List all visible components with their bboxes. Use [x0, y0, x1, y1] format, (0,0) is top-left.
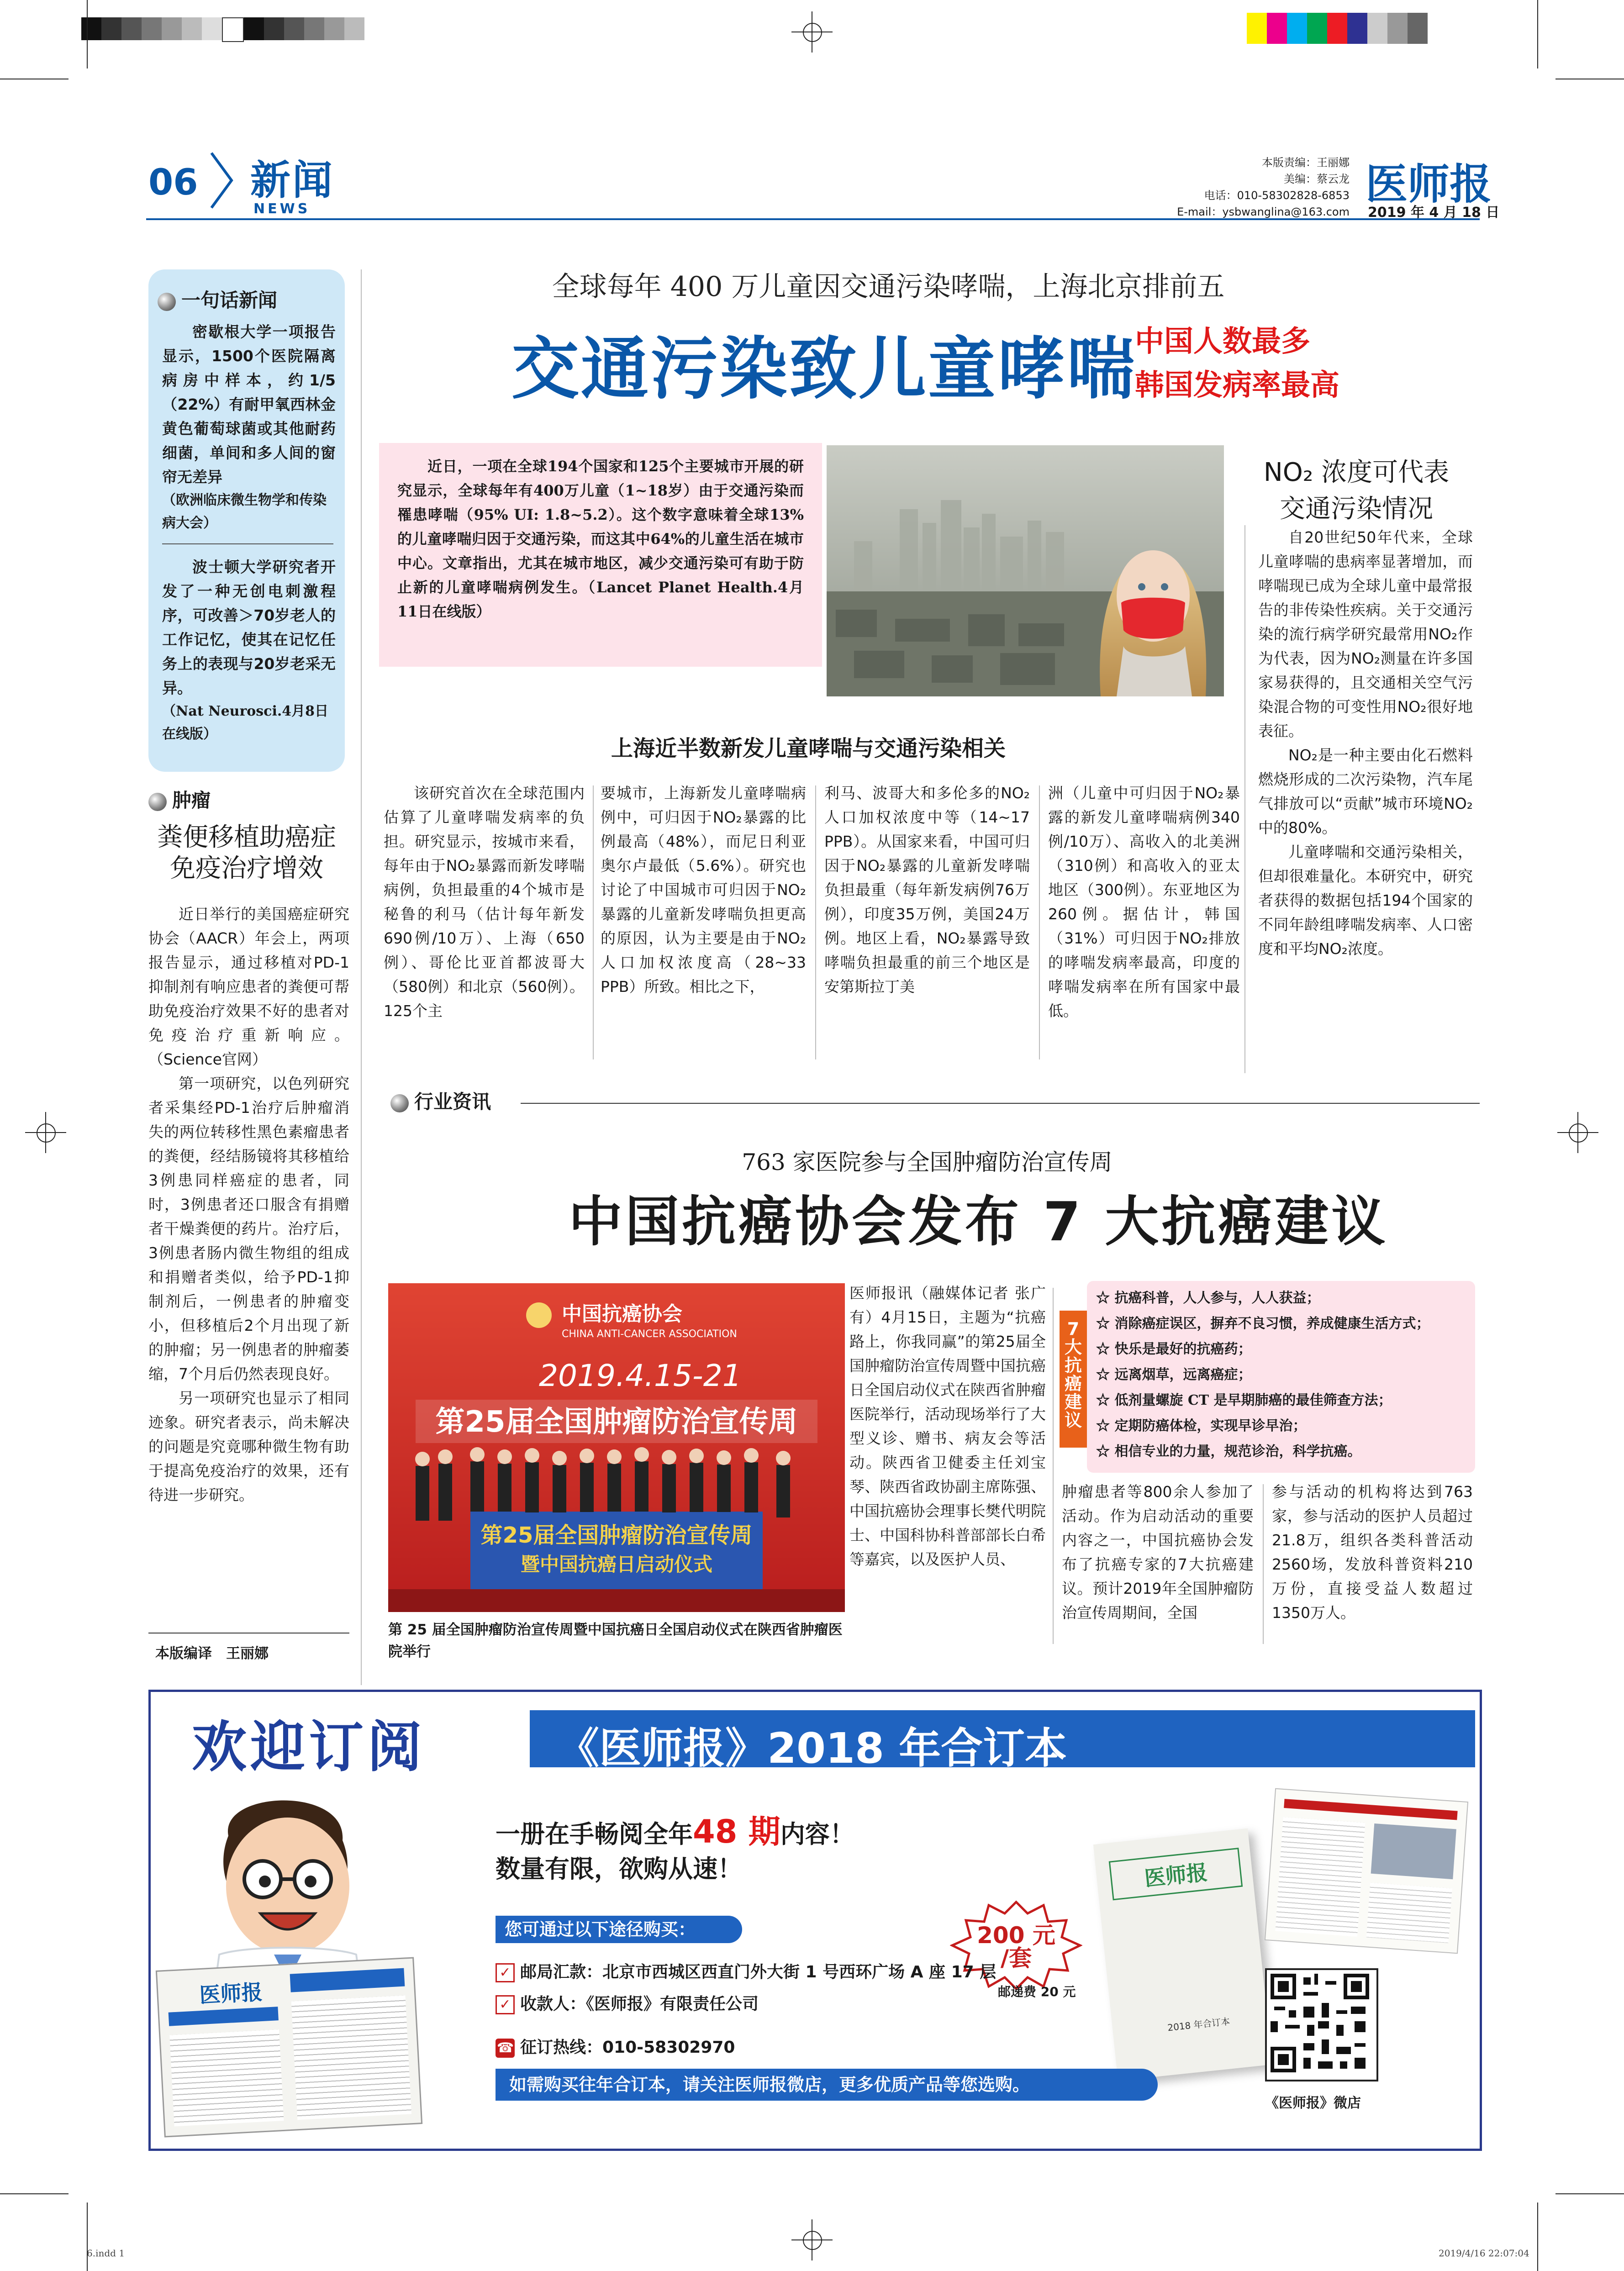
section-title: 新闻 [250, 157, 335, 204]
registration-bar-black [81, 17, 364, 40]
credit-editor: 本版责编：王丽娜 [1262, 156, 1350, 169]
brief-news-item-1 [162, 320, 336, 535]
anti-cancer-advice-box [1087, 1281, 1475, 1473]
price-value: 200 元 [977, 1922, 1055, 1949]
mail-order-row [496, 1959, 996, 1982]
column-divider [1263, 1484, 1264, 1644]
no2-sidebar-title-line2: 交通污染情况 [1280, 494, 1433, 524]
photo-caption: 第 25 届全国肿瘤防治宣传周暨中国抗癌日全国启动仪式在陕西省肿瘤医院举行 [388, 1622, 843, 1660]
hotline-text: 征订热线：010-58302970 [520, 2038, 735, 2057]
story1-kicker: 全球每年 400 万儿童因交通污染哮喘，上海北京排前五 [552, 271, 1225, 303]
story1-abstract: 近日，一项在全球194个国家和125个主要城市开展的研究显示，全球每年有400万儿童（1~18岁）由于交通污染而罹患哮喘（95% UI: 1.8~5.2）。这个数字意味着全球13%的儿童哮喘归因于交通污染，而这其中64%的儿童生活在城市中心。文章指出，尤其在城市地区，减少交通污染可有助于防止新的儿童哮喘病例发生。（Lancet Planet Health.4月11日在线版） [397, 458, 804, 620]
page-credits [1162, 154, 1350, 220]
mini-paper-headline-bar [290, 1968, 405, 1992]
advice-item: ☆ 定期防癌体检，实现早诊早治； [1096, 1418, 1307, 1434]
story1-column-3: 利马、波哥大和多伦多的NO₂人口加权浓度中等（14~17 PPB）。从国家来看，中国可归因于NO₂暴露的儿童新发哮喘负担最重（每年新发病例76万例），印度35万例，美国24万例。地区上看，NO₂暴露导致哮喘负担最重的前三个地区是安第斯拉丁美 [824, 784, 1030, 996]
credit-phone: 电话：010-58302828-6853 [1204, 189, 1350, 202]
crop-mark [87, 0, 88, 68]
crop-mark [0, 2193, 69, 2194]
tumor-section-heading [148, 785, 211, 813]
tumor-story-title [148, 822, 345, 884]
bullet-icon [148, 793, 167, 811]
story2-kicker: 763 家医院参与全国肿瘤防治宣传周 [742, 1149, 1113, 1175]
sample-page-photo [1371, 1823, 1456, 1879]
crop-crosshair-left [25, 1112, 66, 1153]
payee-row [496, 1991, 759, 2014]
ad-offer-line-1 [496, 1806, 854, 1852]
tumor-section-label: 肿瘤 [172, 789, 211, 811]
story1-headline: 交通污染致儿童哮喘 [511, 330, 1136, 408]
story1-subhead: 上海近半数新发儿童哮喘与交通污染相关 [611, 736, 1006, 761]
column-divider [1053, 1288, 1054, 1644]
qr-label: 《医师报》微店 [1265, 2095, 1361, 2111]
tumor-story-paragraph-2: 第一项研究，以色列研究者采集经PD-1治疗后肿瘤消失的两位转移性黑色素瘤患者的粪便，经结肠镜将其移植给3例患同样癌症的患者，同时，3例患者还口服含有捐赠者干燥粪便的药片。治疗后，3例患者肠内微生物组的组成和捐赠者类似，给予PD-1抑制剂后，一例患者的肿瘤变小，但移植后2个月出现了新的肿瘤；另一例患者的肿瘤萎缩，7个月后仍然表现良好。 [148, 1075, 349, 1383]
ad-offer-issues: 48 期 [693, 1813, 780, 1850]
story1-red-subheads [1135, 320, 1339, 407]
smog-photo-image [827, 445, 1224, 696]
crop-mark [87, 2203, 88, 2271]
file-slug: 6.indd 1 [87, 2248, 125, 2259]
no2-sidebar-paragraph-3: 儿童哮喘和交通污染相关，但却很难量化。本研究中，研究者获得的数据包括194个国家的不同年龄组哮喘发病率、人口密度和平均NO₂浓度。 [1258, 843, 1473, 958]
industry-rule [521, 1103, 1480, 1104]
crop-crosshair-bottom [791, 2219, 833, 2260]
crop-mark [1537, 0, 1538, 68]
brief-news-item-1-text: 密歇根大学一项报告显示，1500个医院隔离病房中样本，约1/5（22%）有耐甲氧西林金黄色葡萄球菌或其他耐药细菌，单间和多人间的窗帘无差异 [162, 323, 336, 486]
mini-newspaper-illustration [156, 1957, 422, 2137]
story1-abstract-box [379, 443, 822, 667]
crop-crosshair-right [1557, 1112, 1598, 1153]
ad-title: 欢迎订阅 [192, 1716, 426, 1779]
bullet-icon [390, 1094, 409, 1112]
brief-news-heading [158, 285, 277, 313]
column-divider [593, 785, 594, 1059]
crop-mark [1537, 2203, 1538, 2271]
photo-dates: 2019.4.15-21 [539, 1358, 742, 1393]
story2-column-2: 肿瘤患者等800余人参加了活动。作为启动活动的重要内容之一，中国抗癌协会发布了抗癌专家的7大抗癌建议。预计2019年全国肿瘤防治宣传周期间，全国 [1062, 1483, 1254, 1622]
registration-bar-color [1247, 13, 1488, 44]
tumor-story-body [148, 902, 349, 1507]
newspaper-logo: 医师报 [1366, 159, 1492, 209]
mini-paper-headline-bar [169, 2007, 279, 2026]
tumor-story-paragraph-3: 另一项研究也显示了相同迹象。研究者表示，尚未解决的问题是究竟哪种微生物有助于提高免疫治疗的效果，还有待进一步研究。 [148, 1389, 349, 1504]
no2-sidebar-body [1258, 525, 1473, 961]
tumor-story-title-line1: 粪便移植助癌症 [157, 822, 336, 852]
column-divider [1244, 525, 1245, 1073]
advice-tag-text: 7大抗癌建议 [1064, 1319, 1082, 1430]
qr-code-icon [1267, 1970, 1373, 2076]
column-divider [361, 269, 362, 1685]
story2-headline: 中国抗癌协会发布 7 大抗癌建议 [569, 1190, 1388, 1253]
price-unit: /套 [1000, 1945, 1032, 1971]
page-editor: 本版编译 王丽娜 [155, 1645, 269, 1662]
launch-ceremony-photo [388, 1283, 845, 1612]
no2-sidebar-title-line1: NO₂ 浓度可代表 [1263, 458, 1450, 487]
bullet-icon [158, 293, 176, 311]
photo-banner: 第25届全国肿瘤防治宣传周 [435, 1405, 798, 1439]
brief-news-item-2-text: 波士顿大学研究者开发了一种无创电刺激程序，可改善＞70岁老人的工作记忆，使其在记忆任务上的表现与20岁老采无异。 [162, 558, 336, 697]
no2-sidebar-paragraph-2: NO₂是一种主要由化石燃料燃烧形成的二次污染物，汽车尾气排放可以“贡献”城市环境NO₂中的80%。 [1258, 746, 1473, 837]
column-divider [1039, 785, 1040, 1059]
advice-tag [1060, 1311, 1087, 1448]
chevron-right-icon [208, 151, 235, 210]
story1-column-1: 该研究首次在全球范围内估算了儿童哮喘发病率的负担。研究显示，按城市来看，每年由于NO₂暴露而新发哮喘病例，负担最重的4个城市是秘鲁的利马（估计每年新发690例/10万）、上海（650例）、哥伦比亚首都波哥大（580例）和北京（560例）。125个主 [384, 784, 585, 1020]
advice-item: ☆ 远离烟草，远离癌症； [1096, 1367, 1252, 1383]
story1-column-2: 要城市，上海新发儿童哮喘病例中，可归因于NO₂暴露的比例最高（48%），而尼日利亚奥尔卢最低（5.6%）。研究也讨论了中国城市可归因于NO₂暴露的儿童新发哮喘负担更高的原因，认为主要是由于NO₂人口加权浓度高（28~33 PPB）所致。相比之下， [601, 784, 806, 996]
tumor-story-paragraph-1: 近日举行的美国癌症研究协会（AACR）年会上，两项报告显示，通过移植对PD-1抑制剂有响应患者的粪便可帮助免疫治疗效果不好的患者对免疫治疗重新响应。（Science官网） [148, 905, 349, 1068]
qr-code[interactable] [1265, 1968, 1378, 2081]
story2-column-3: 参与活动的机构将达到763家，参与活动的医护人员超过21.8万，组织各类科普活动2560场，发放科普资料210万份，直接受益人数超过1350万人。 [1272, 1483, 1473, 1622]
bound-volume-image [1093, 1828, 1272, 2081]
advice-list [1087, 1286, 1475, 1465]
mail-order-text: 邮局汇款：北京市西城区西直门外大街 1 号西环广场 A 座 17 层 [520, 1963, 997, 1981]
advice-item: ☆ 快乐是最好的抗癌药； [1096, 1341, 1252, 1357]
postage-fee: 邮递费 20 元 [998, 1984, 1076, 1999]
issue-date: 2019 年 4 月 18 日 [1368, 205, 1500, 221]
credit-email: E-mail：ysbwanglina@163.com [1177, 205, 1350, 218]
ad-offer-text-end: 内容！ [780, 1820, 854, 1849]
story1-red-subhead-1: 中国人数最多 [1135, 325, 1310, 358]
advice-item: ☆ 相信专业的力量，规范诊治，科学抗癌。 [1096, 1444, 1361, 1460]
brief-news-item-2-source: （Nat Neurosci.4月8日在线版） [162, 703, 329, 742]
story1-red-subhead-2: 韩国发病率最高 [1135, 369, 1339, 402]
credit-designer: 美编：蔡云龙 [1284, 173, 1350, 185]
purchase-ways-label: 您可通过以下途径购买： [496, 1916, 742, 1943]
checkbox-icon: ✓ [496, 1995, 515, 2014]
phone-icon: ☎ [496, 2039, 515, 2058]
ad-bottom-bar: 如需购买往年合订本，请关注医师报微店，更多优质产品等您选购。 [496, 2069, 1158, 2101]
photo-org-name: 中国抗癌协会 [562, 1302, 682, 1326]
photo-stage-line2: 暨中国抗癌日启动仪式 [520, 1553, 713, 1575]
no2-sidebar-paragraph-1: 自20世纪50年代来，全球儿童哮喘的患病率显著增加，而哮喘现已成为全球儿童中最常报告的非传染性疾病。关于交通污染的流行病学研究最常用NO₂作为代表，因为NO₂测量在许多国家易获得的，且交通相关空气污染混合物的可变性用NO₂很好地表征。 [1258, 528, 1473, 740]
mini-paper-text [291, 1996, 411, 2120]
brief-news-title: 一句话新闻 [181, 289, 278, 311]
photo-org-name-en: CHINA ANTI-CANCER ASSOCIATION [562, 1328, 737, 1340]
sample-page-text [1275, 1817, 1365, 1937]
crop-mark [1555, 2193, 1624, 2194]
section-title-en: NEWS [253, 201, 311, 217]
advice-item: ☆ 抗癌科普，人人参与，人人获益； [1096, 1290, 1320, 1306]
timestamp-slug: 2019/4/16 22:07:04 [1439, 2248, 1529, 2259]
no2-sidebar-title [1233, 452, 1480, 525]
column-divider [815, 785, 816, 1059]
checkbox-icon: ✓ [496, 1963, 515, 1982]
brief-news-item-1-source: （欧洲临床微生物学和传染病大会） [162, 492, 327, 531]
launch-ceremony-image [388, 1283, 845, 1612]
mini-paper-logo: 医师报 [199, 1979, 263, 2008]
advice-item: ☆ 消除癌症误区，摒弃不良习惯，养成健康生活方式； [1096, 1316, 1430, 1332]
tumor-story-title-line2: 免疫治疗增效 [170, 854, 323, 883]
story2-column-1: 医师报讯（融媒体记者 张广有）4月15日，主题为“抗癌路上，你我同赢”的第25届全国肿瘤防治宣传周暨中国抗癌日全国启动仪式在陕西省肿瘤医院举行，活动现场举行了大型义诊、赠书、病友会等活动。陕西省卫健委主任刘宝琴、陕西省政协副主席陈强、中国抗癌协会理事长樊代明院士、中国科协科普部部长白希等嘉宾，以及医护人员、 [849, 1284, 1046, 1568]
sample-pages-image [1265, 1788, 1468, 1954]
ad-offer-text: 一册在手畅阅全年 [496, 1820, 693, 1849]
smog-city-photo [827, 445, 1224, 696]
payee-text: 收款人：《医师报》有限责任公司 [520, 1995, 759, 2013]
crop-crosshair-top [791, 11, 833, 53]
hotline-row [496, 2034, 735, 2058]
industry-section-label: 行业资讯 [414, 1091, 491, 1113]
book-year: 2018 年合订本 [1167, 2016, 1231, 2034]
mini-paper-text [169, 2029, 284, 2126]
ad-band-text: 《医师报》2018 年合订本 [557, 1724, 1067, 1773]
brief-news-item-2 [162, 555, 336, 746]
ad-offer-line-2: 数量有限，欲购从速！ [496, 1855, 742, 1883]
sample-page-header [1284, 1799, 1457, 1820]
advice-item: ☆ 低剂量螺旋 CT 是早期肺癌的最佳筛查方法； [1096, 1392, 1392, 1408]
sample-page-text [1366, 1883, 1452, 1943]
brief-divider [162, 543, 333, 544]
page-number: 06 [148, 162, 198, 203]
story1-column-4: 洲（儿童中可归因于NO₂暴露的新发儿童哮喘病例340例/10万）、高收入的北美洲（310例）和高收入的亚太地区（300例）。东亚地区为260例。据估计，韩国（31%）可归因于NO₂排放的哮喘发病率最高，印度的哮喘发病率在所有国家中最低。 [1048, 784, 1240, 1020]
book-logo: 医师报 [1109, 1848, 1243, 1900]
photo-stage-line1: 第25届全国肿瘤防治宣传周 [480, 1523, 753, 1548]
industry-section-heading [390, 1087, 491, 1114]
